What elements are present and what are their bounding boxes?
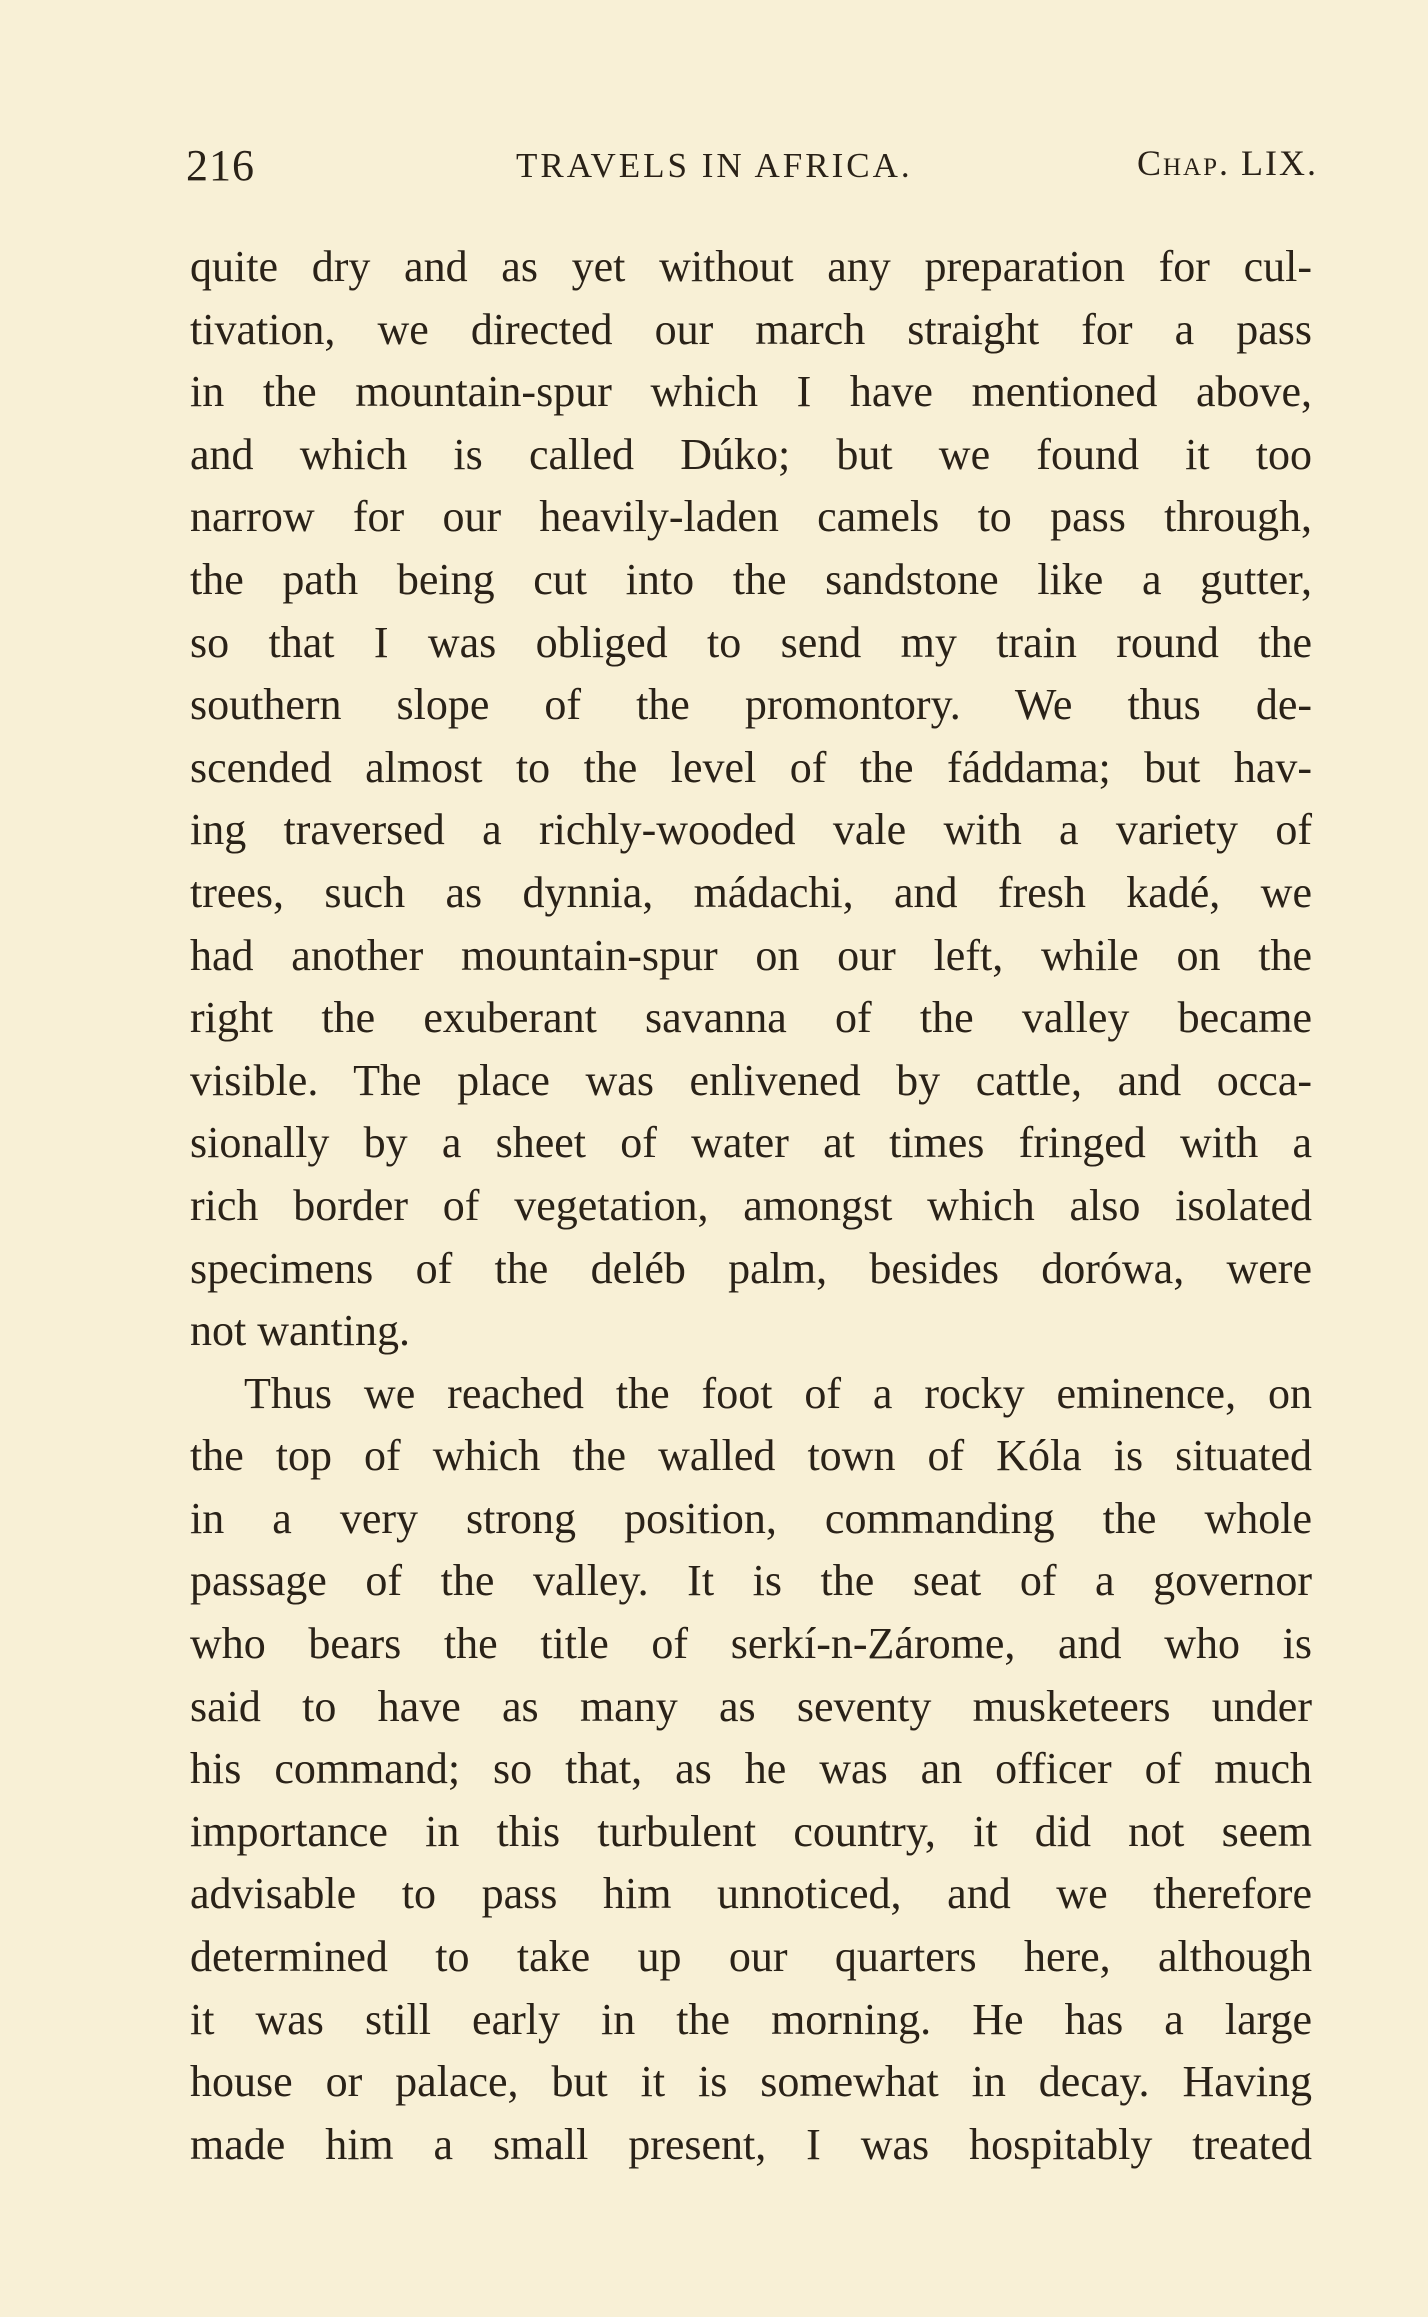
text-line: and which is called Dúko; but we found it too — [190, 429, 1312, 479]
text-line: so that I was obliged to send my train round the — [190, 617, 1312, 667]
text-line: his command; so that, as he was an officer of much — [190, 1744, 1312, 1794]
text-line: the top of which the walled town of Kóla is situated — [190, 1431, 1312, 1481]
text-line: in a very strong position, commanding the whole — [190, 1493, 1312, 1543]
text-line: trees, such as dynnia, mádachi, and fresh kadé, we — [190, 867, 1312, 917]
text-line: specimens of the deléb palm, besides dorówa, were — [190, 1243, 1312, 1293]
running-title: TRAVELS IN AFRICA. — [516, 146, 913, 185]
text-line: sionally by a sheet of water at times fringed with a — [190, 1118, 1312, 1168]
text-line: determined to take up our quarters here, although — [190, 1932, 1312, 1982]
text-line: house or palace, but it is somewhat in decay. Having — [190, 2057, 1312, 2107]
text-line: said to have as many as seventy musketeers under — [190, 1681, 1312, 1731]
paragraph-end-line: not wanting. — [190, 1306, 410, 1356]
page-header — [186, 140, 1318, 200]
chapter-label: Chap. LIX. — [1136, 143, 1318, 183]
page-number: 216 — [186, 141, 255, 190]
paragraph-start-line: Thus we reached the foot of a rocky eminence, on — [244, 1368, 1312, 1418]
text-line: importance in this turbulent country, it did not seem — [190, 1806, 1312, 1856]
text-line: passage of the valley. It is the seat of a governor — [190, 1556, 1312, 1606]
text-line: it was still early in the morning. He has a large — [190, 1994, 1312, 2044]
text-line: had another mountain-spur on our left, while on the — [190, 930, 1312, 980]
text-line: made him a small present, I was hospitably treated — [190, 2119, 1312, 2169]
text-line: in the mountain-spur which I have mentioned above, — [190, 367, 1312, 417]
text-line: visible. The place was enlivened by cattle, and occa- — [190, 1055, 1312, 1105]
text-line: right the exuberant savanna of the valley became — [190, 993, 1312, 1043]
body-text — [190, 236, 1312, 2176]
text-line: quite dry and as yet without any preparation for cul- — [190, 242, 1312, 291]
text-line: the path being cut into the sandstone like a gutter, — [190, 554, 1312, 604]
text-line: rich border of vegetation, amongst which also isolated — [190, 1180, 1312, 1230]
text-line: southern slope of the promontory. We thus de- — [190, 680, 1312, 730]
text-line: scended almost to the level of the fáddama; but hav- — [190, 742, 1312, 792]
text-line: ing traversed a richly-wooded vale with a variety of — [190, 805, 1312, 855]
text-line: advisable to pass him unnoticed, and we therefore — [190, 1869, 1312, 1919]
text-line: who bears the title of serkí-n-Zárome, and who is — [190, 1619, 1312, 1669]
text-line: tivation, we directed our march straight for a pass — [190, 304, 1312, 354]
text-line: narrow for our heavily-laden camels to pass through, — [190, 492, 1312, 542]
